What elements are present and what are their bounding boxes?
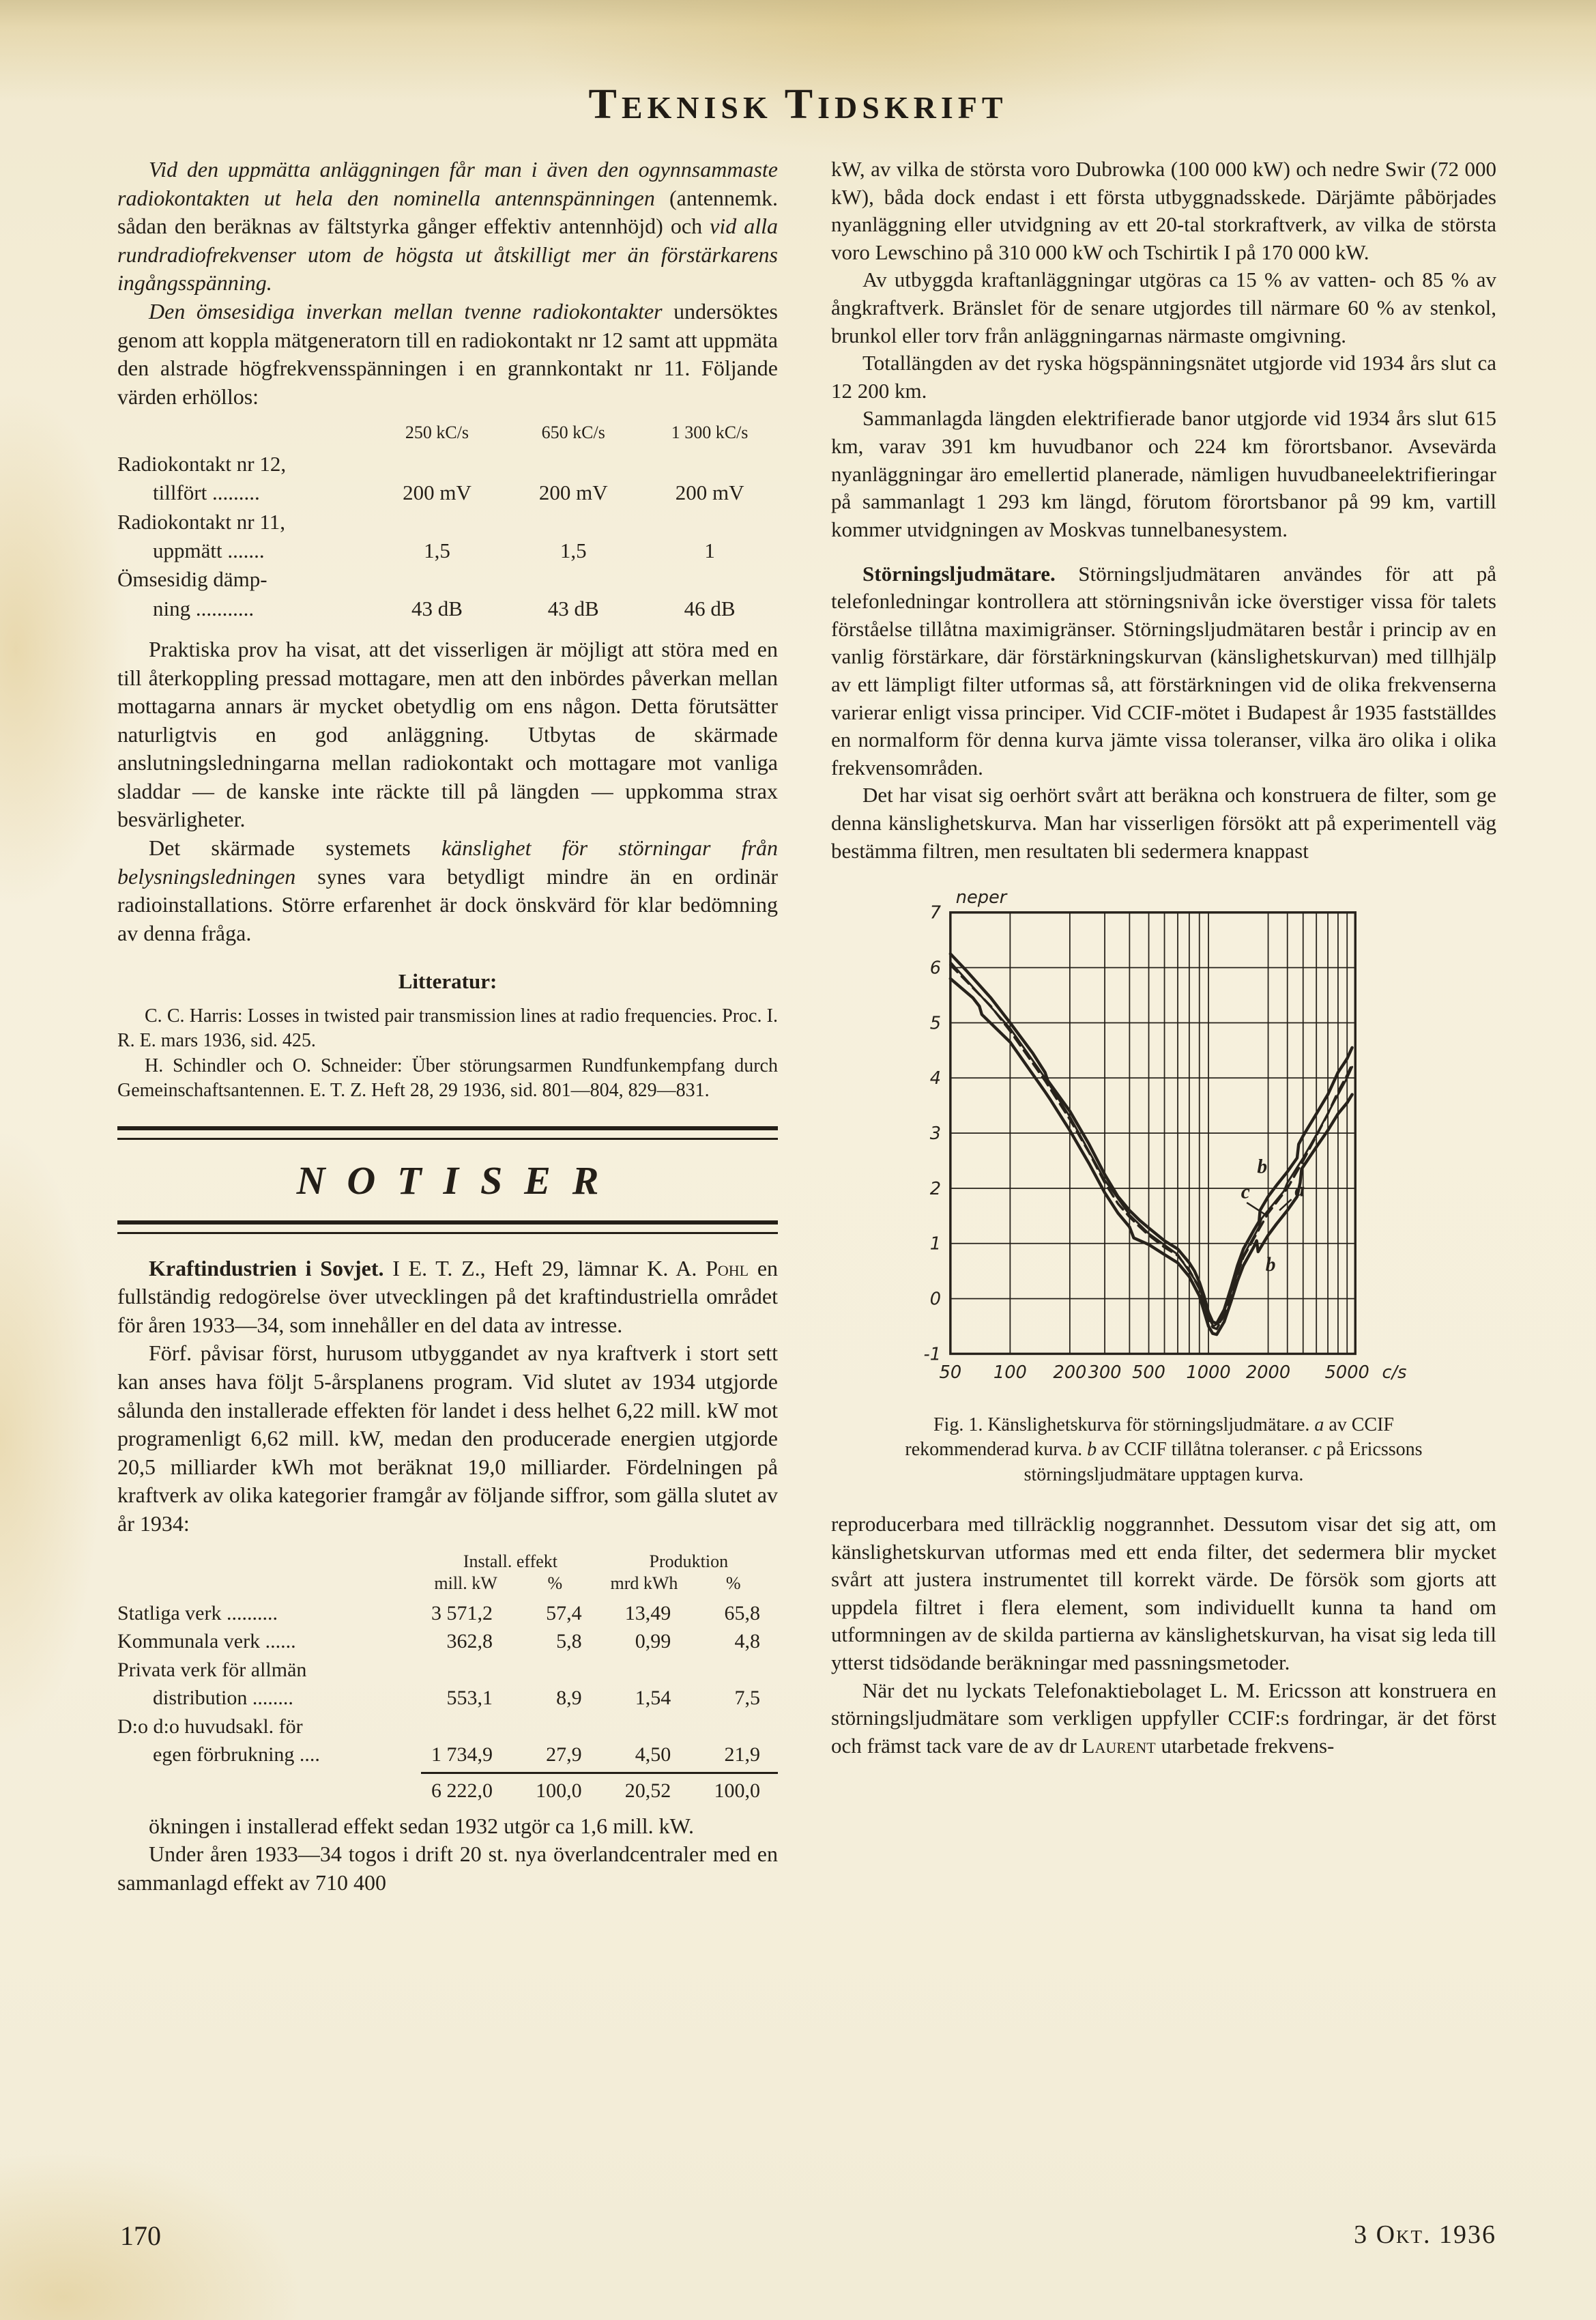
paragraph [117, 1812, 778, 1841]
paragraph [831, 156, 1496, 266]
text-segment: Pohl [706, 1255, 749, 1280]
text-segment: kW, av vilka de största voro Dubrowka (100 000 kW) och nedre Swir (72 000 kW), båda dock endast i ett första utbyggnadsskede. Därjämte påbörjades nyanläggning eller utvidgning av ett 20-tal storkraftverk, av vilka de största voro Lewschino på 310 000 kW och Tschirtik I på 170 000 kW. [831, 157, 1496, 264]
paragraph [117, 1339, 778, 1538]
literature-references [117, 1004, 778, 1104]
cell: Radiokontakt nr 11, [117, 509, 285, 534]
issue-date [831, 2220, 1496, 2250]
paragraph [831, 405, 1496, 543]
sensitivity-curve-chart [897, 883, 1407, 1396]
text-segment: Sammanlagda längden elektrifierade banor utgjorde vid 1934 års slut 615 km, varav 391 km huvudbanor och 224 km förortsbanor. Avsevärda nyanläggningar äro emellertid planerade, nämligen huvudbaneelektrifieringar på sammanlagt 1 293 km längd, förutom förortsbanor på 99 km, vartill kommer utvidgningen av Moskvas tunnelbanesystem. [831, 406, 1496, 541]
x-tick-label: 1000 [1186, 1362, 1231, 1384]
cell: 200 mV [675, 481, 744, 505]
masthead-word: EKNISK [621, 90, 772, 125]
y-tick-label: -1 [923, 1344, 942, 1365]
measurement-table [117, 420, 778, 623]
text-segment: reproducerbara med tillräcklig noggrannhet. Dessutom visar det sig att, om känslighetskurvan utformas med ett enda filter, det sedermera blir mycket svårt att justera instrumentet till korrekt värde. De försök som gjorts att uppdela filtret i flera element, som individuellt kunna ta hand om utformningen av de skilda partierna av känslighetskurvan, ha visat sig leda till ytterst tidsödande beräkningar med passningsmetoder. [831, 1512, 1496, 1675]
cell: 5,8 [556, 1630, 582, 1653]
cell: 1 734,9 [431, 1743, 493, 1766]
table-row [117, 1599, 778, 1628]
double-rule [117, 1126, 778, 1140]
text-segment: Totallängden av det ryska högspänningsnätet utgjorde vid 1934 års slut ca 12 200 km. [831, 351, 1496, 403]
notiser-section [117, 1126, 778, 1233]
page-number: 170 [120, 2220, 161, 2251]
cell [117, 1551, 421, 1573]
text-segment: undersöktes genom att koppla mätgeneratorn till en radiokontakt nr 12 samt att uppmäta den alstrade högfrekvensspänningen i en grannkontakt nr 11. Följande värden erhöllos: [117, 298, 778, 409]
cell: ning ........... [153, 596, 255, 620]
curve-label: b [1257, 1156, 1268, 1178]
cell: 100,0 [688, 1773, 778, 1805]
table-row [117, 1713, 778, 1741]
x-tick-label: 200 [1053, 1362, 1087, 1384]
text-segment: Under åren 1933—34 togos i drift 20 st. nya överlandcentraler med en sammanlagd effekt av 710 400 [117, 1842, 778, 1895]
text-segment: Okt. [1376, 2220, 1432, 2249]
curve-label: c [1240, 1181, 1250, 1203]
table-row [117, 478, 778, 507]
table-row [117, 420, 778, 450]
text-segment: Störningsljudmätare. [862, 561, 1056, 586]
cell: 362,8 [446, 1630, 493, 1653]
cell: 650 kC/s [541, 423, 605, 443]
curve-label: a [1294, 1179, 1305, 1201]
text-segment: vid alla rundradiofrekvenser utom de högsta ut åtskilligt mer än förstärkarens ingångsspänning. [117, 214, 779, 296]
table-row [117, 508, 778, 536]
x-tick-label: 300 [1088, 1362, 1122, 1384]
paragraph [831, 266, 1496, 349]
y-tick-label: 5 [929, 1013, 942, 1034]
cell: 8,9 [556, 1687, 582, 1710]
y-axis-unit: neper [955, 887, 1007, 908]
text-segment: (antennemk. sådan den beräknas av fältstyrka gånger effektiv antennhöjd) och [117, 185, 778, 239]
journal-masthead [0, 81, 1596, 129]
text-segment: I E. T. Z., Heft 29, lämnar K. A. [383, 1255, 706, 1280]
paragraph [117, 1840, 778, 1897]
text-segment: b [1087, 1439, 1097, 1461]
text-segment: av CCIF rekommenderad kurva. [905, 1414, 1395, 1461]
cell: 4,50 [635, 1743, 671, 1766]
cell: uppmätt ....... [153, 539, 265, 563]
text-segment: Laurent [1082, 1733, 1156, 1758]
table-row [117, 595, 778, 623]
paragraph [117, 834, 778, 947]
masthead-word: IDSKRIFT [817, 90, 1008, 125]
text-segment: H. Schindler och O. Schneider: Über störungsarmen Rundfunkempfang durch Gemeinschaftsantennen. E. T. Z. Heft 28, 29 1936, sid. 801—804, 829—831. [117, 1055, 778, 1101]
paragraph [117, 635, 778, 834]
text-segment: Det har visat sig oerhört svårt att beräkna och konstruera de filter, som ge denna känslighetskurva. Man har visserligen försökt att på experimentell väg bestämma filtren, men resultaten bli sedermera knappast [831, 783, 1496, 863]
cell: 1,5 [560, 539, 587, 563]
table-row [117, 1551, 778, 1573]
cell: 21,9 [724, 1743, 760, 1766]
cell: 27,9 [546, 1743, 582, 1766]
x-tick-label: 50 [939, 1362, 962, 1384]
cell: 65,8 [724, 1601, 760, 1624]
cell [117, 1773, 421, 1805]
cell: 57,4 [546, 1601, 582, 1624]
table-row [117, 536, 778, 565]
masthead-initial: T [588, 81, 622, 128]
cell: mill. kW [434, 1573, 497, 1594]
cell: 13,49 [624, 1601, 671, 1624]
paragraph [117, 1255, 778, 1340]
text-segment: utarbetade frekvens- [1155, 1733, 1335, 1758]
text-segment: på Ericssons störningsljudmätare upptagen kurva. [1024, 1439, 1423, 1485]
text-segment: När det nu lyckats Telefonaktiebolaget L. M. Ericsson att konstruera en störningsljudmätare som verkligen uppfyller CCIF:s fordringar, är det först och främst tack vare de av dr [831, 1678, 1496, 1758]
text-segment: Det skärmade systemets [149, 835, 441, 861]
cell: 1,54 [635, 1687, 671, 1710]
y-tick-label: 2 [929, 1179, 942, 1200]
table-row [117, 565, 778, 594]
cell: tillfört ......... [153, 481, 260, 505]
statistics-table [117, 1551, 778, 1805]
literature-heading: Litteratur: [398, 969, 497, 994]
cell: Ömsesidig dämp- [117, 567, 267, 592]
text-segment: Fig. 1. Känslighetskurva för störningsljudmätare. [933, 1414, 1315, 1435]
table-row [117, 1627, 778, 1656]
cell: 43 dB [547, 596, 599, 620]
figure-1 [897, 883, 1496, 1403]
text-segment: synes vara betydligt mindre än en ordinär radioinstallations. Större erfarenhet är dock önskvärd för klar bedömning av denna fråga. [117, 863, 779, 945]
cell: 1 300 kC/s [671, 423, 749, 443]
cell [117, 1573, 421, 1599]
text-segment: 1936 [1431, 2220, 1496, 2249]
text-segment: c [1313, 1439, 1322, 1461]
x-axis-unit: c/s [1382, 1362, 1407, 1384]
cell: % [725, 1573, 741, 1594]
cell: 250 kC/s [405, 423, 469, 443]
text-segment: C. C. Harris: Losses in twisted pair transmission lines at radio frequencies. Proc. I. R. E. mars 1936, sid. 425. [117, 1005, 778, 1052]
cell: Produktion [649, 1551, 729, 1571]
cell: egen förbrukning .... [153, 1743, 320, 1766]
double-rule [117, 1220, 778, 1234]
y-tick-label: 0 [929, 1289, 942, 1310]
reference-item [117, 1004, 778, 1054]
text-segment: Vid den uppmätta anläggningen får man i även den ogynnsammaste radiokontakten ut hela den nominella antennspänningen [117, 157, 778, 210]
text-segment: Störningsljudmätaren användes för att på telefonledningar kontrollera att störningsnivån icke överstiger vissa för talets förståelse tillåtna maximigränser. Störningsljudmätaren består i princip av en vanlig förstärkare, där förstärkningskurvan (känslighetskurvan) med tillhjälp av ett lämpligt filter utformas så, att förstärkningen vid de olika frekvenserna varierar enligt vissa principer. Vid CCIF-mötet i Budapest år 1935 fastställdes en normalform för denna kurva jämte vissa toleranser, vilka äro olika i olika frekvensområden. [831, 561, 1496, 779]
cell: 3 571,2 [431, 1601, 493, 1624]
cell: 7,5 [734, 1687, 760, 1710]
text-segment: av CCIF tillåtna toleranser. [1097, 1439, 1314, 1461]
cell: Statliga verk .......... [117, 1601, 278, 1624]
paragraph [831, 560, 1496, 782]
masthead-initial: T [784, 81, 818, 128]
cell: 553,1 [446, 1687, 493, 1710]
curve-label: b [1265, 1254, 1276, 1276]
y-tick-label: 1 [929, 1233, 942, 1255]
cell: 46 dB [684, 596, 736, 620]
text-segment: Av utbyggda kraftanläggningar utgöras ca 15 % av vatten- och 85 % av ångkraftverk. Bränslet för de senare utgjordes till närmare 60 % av stenkol, brunkol eller torv från anläggningarnas närmaste omgivning. [831, 268, 1496, 347]
x-tick-label: 500 [1132, 1362, 1165, 1384]
y-tick-label: 4 [929, 1068, 942, 1089]
x-tick-label: 5000 [1324, 1362, 1369, 1384]
table-row [117, 450, 778, 478]
reference-item [117, 1054, 778, 1104]
y-tick-label: 6 [929, 958, 942, 979]
table-row [117, 1684, 778, 1713]
text-segment: a [1314, 1414, 1324, 1435]
notiser-heading: NOTISER [296, 1158, 621, 1203]
text-segment: Den ömsesidiga inverkan mellan tvenne radiokontakter [149, 298, 674, 324]
y-tick-label: 3 [929, 1123, 942, 1145]
table-row [117, 1573, 778, 1599]
paragraph [117, 156, 778, 298]
x-tick-label: 100 [993, 1362, 1027, 1384]
text-segment: känslighet för störningar från belysningsledningen [117, 835, 779, 889]
figure-caption [898, 1413, 1430, 1487]
text-segment: ökningen i installerad effekt sedan 1932 utgör ca 1,6 mill. kW. [149, 1813, 694, 1838]
cell: D:o d:o huvudsakl. för [117, 1715, 303, 1738]
cell: Privata verk för allmän [117, 1658, 307, 1681]
left-column [117, 156, 778, 1897]
cell: 4,8 [734, 1630, 760, 1653]
right-column [831, 156, 1496, 1760]
table-row [117, 1741, 778, 1769]
cell: distribution ........ [153, 1687, 293, 1710]
text-segment: 3 [1354, 2220, 1376, 2249]
cell: 1 [704, 539, 715, 563]
paragraph [831, 1510, 1496, 1677]
cell: 100,0 [510, 1773, 600, 1805]
cell: 200 mV [538, 481, 608, 505]
cell: 1,5 [424, 539, 450, 563]
cell: mrd kWh [610, 1573, 678, 1594]
y-tick-label: 7 [929, 902, 942, 923]
text-segment: Kraftindustrien i Sovjet. [149, 1255, 384, 1280]
cell: 200 mV [403, 481, 471, 505]
paragraph [117, 298, 778, 411]
text-segment: en fullständig redogörelse över utvecklingen på det kraftindustriella området för åren 1933—34, som innehåller en del data av intresse. [117, 1255, 779, 1337]
cell: Kommunala verk ...... [117, 1630, 296, 1653]
cell: 6 222,0 [421, 1773, 510, 1805]
table-row [117, 1656, 778, 1685]
cell: 43 dB [411, 596, 463, 620]
paragraph [831, 349, 1496, 405]
text-segment: Förf. påvisar först, hurusom utbyggandet av nya kraftverk i stort sett kan anses hava följt 5-årsplanens program. Vid slutet av 1934 utgjorde sålunda den installerade effekten för landet i dess helhet 6,22 mill. kW mot programenligt 6,62 mill. kW, medan den producerade energien utgjorde 20,5 milliarder kWh mot beräknat 19,0 milliarder. Fördelningen på kraftverk av olika kategorier framgår av följande siffror, som gälla slutet av år 1934: [117, 1341, 778, 1536]
cell: Radiokontakt nr 12, [117, 452, 287, 476]
paragraph [831, 1677, 1496, 1760]
paragraph [831, 782, 1496, 865]
x-tick-label: 2000 [1245, 1362, 1291, 1384]
cell: 20,52 [600, 1773, 689, 1805]
table-row [117, 1773, 778, 1805]
cell [117, 420, 369, 450]
cell: Install. effekt [463, 1551, 558, 1571]
text-segment: Praktiska prov ha visat, att det visserligen är möjligt att störa med en till återkoppling pressad mottagare, men att den inbördes påverkan mellan mottagarna annars är mycket obetydlig om ens någon. Detta förutsätter naturligtvis en god anläggning. Utbytas de skärmade anslutningsledningarna mellan radiokontakt och mottagare mot vanliga sladdar — de kanske inte räckte till på längden — uppkomma strax besvärligheter. [117, 636, 778, 832]
cell: 0,99 [635, 1630, 671, 1653]
cell: % [547, 1573, 563, 1594]
